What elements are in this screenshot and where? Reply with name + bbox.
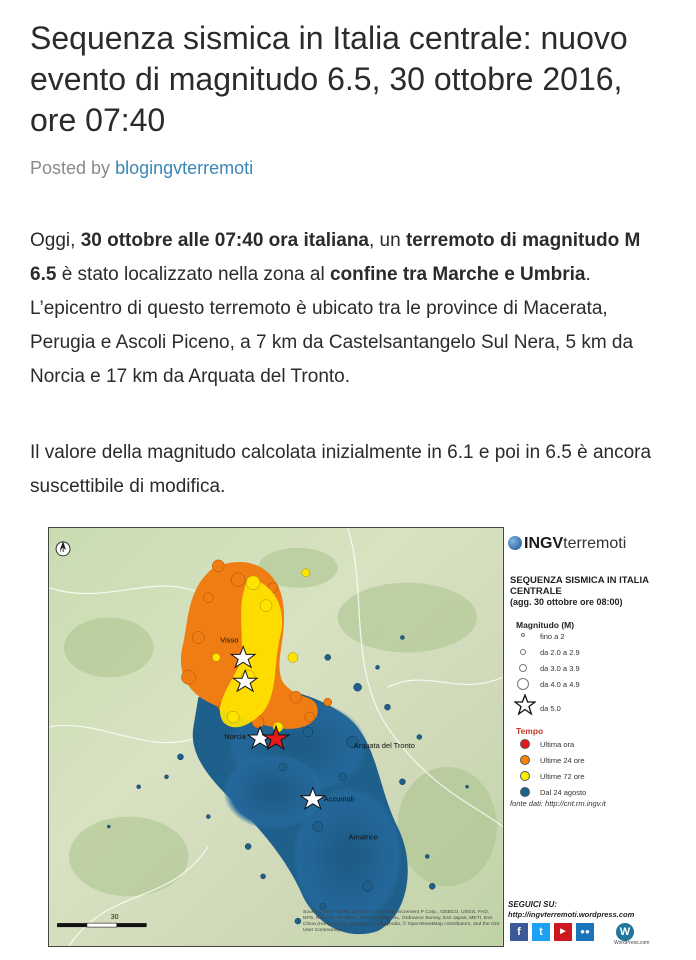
label-accumoli: Accumoli — [323, 794, 355, 804]
mag-circle-3 — [519, 664, 527, 672]
mag-item-3: da 3.0 a 3.9 — [540, 664, 580, 673]
time-dot-72h — [520, 771, 530, 781]
wordpress-label: WordPress.com — [614, 940, 650, 946]
facebook-icon[interactable]: f — [510, 923, 528, 941]
svg-text:N: N — [60, 547, 65, 554]
p1-bold-date: 30 ottobre alle 07:40 ora italiana — [80, 230, 369, 251]
time-item-4: Dal 24 agosto — [540, 788, 587, 797]
magnitude-note-paragraph: Il valore della magnitudo calcolata inizialmente in 6.1 e poi in 6.5 è ancora suscettibile di modifica. — [30, 442, 652, 497]
p1-bold-magnitude: terremoto di magnitudo M 6.5 — [30, 230, 641, 285]
p1-text-3: è stato localizzato nella zona al — [56, 264, 330, 285]
time-heading: Tempo — [516, 726, 544, 736]
time-dot-24h — [520, 755, 530, 765]
follow-url[interactable]: http://ingvterremoti.wordpress.com — [508, 910, 635, 919]
post-title: Sequenza sismica in Italia centrale: nuovo evento di magnitudo 6.5, 30 ottobre 2016, ore 07:40 — [30, 20, 628, 138]
label-norcia: Norcia — [224, 731, 246, 741]
time-item-1: Ultima ora — [540, 740, 575, 749]
magnitude-heading: Magnitudo (M) — [516, 620, 575, 630]
data-source: fonte dati: http://cnt.rm.ingv.it — [510, 799, 606, 808]
time-item-2: Ultime 24 ore — [540, 756, 585, 765]
globe-icon — [508, 536, 522, 550]
seismic-map-figure — [48, 527, 652, 947]
mag-item-4: da 4.0 a 4.9 — [540, 680, 580, 689]
p1-text-2: , un — [369, 230, 406, 251]
mag-item-2: da 2.0 a 2.9 — [540, 648, 580, 657]
twitter-icon[interactable]: t — [532, 923, 550, 941]
p1-text-1: Oggi, — [30, 230, 81, 251]
youtube-icon[interactable]: ▶ — [554, 923, 572, 941]
mag-circle-2 — [520, 649, 526, 655]
star-icon — [514, 694, 536, 716]
follow-label: SEGUICI SU: — [508, 900, 557, 909]
scale-label: 30 — [110, 914, 119, 922]
map-legend — [506, 527, 652, 947]
map-attribution: Sources: Esri, HERE, DeLorme, Intermap, increment P Corp., GEBCO, USGS, FAO, NPS, NRCAN, GeoBase, IGN, Kadaster NL, Ordnance Survey, Esri Japan, METI, Esri China (Hong Kong), swisstopo, MapmyIndia, © OpenStreetMap contributors, and the GIS User Community — [302, 909, 500, 934]
label-arquata-del-tronto: Arquata del Tronto — [353, 740, 415, 750]
wordpress-icon[interactable]: W — [616, 923, 634, 941]
posted-by-label: Posted by — [30, 158, 111, 178]
time-dot-last-hour — [520, 739, 530, 749]
p1-text-4: . L’epicentro di questo terremoto è ubicato tra le province di Macerata, Perugia e Ascoli Piceno, a 7 km da Castelsantangelo Sul Nera, 5 km da Norcia e 17 km da Arquata del Tronto. — [30, 264, 634, 387]
author-link[interactable]: blogingvterremoti — [115, 158, 254, 178]
mag-item-1: fino a 2 — [540, 632, 565, 641]
byline — [30, 158, 253, 179]
mag-circle-4 — [517, 678, 529, 690]
p1-bold-location: confine tra Marche e Umbria — [329, 264, 586, 285]
time-dot-since-aug24 — [520, 787, 530, 797]
label-amatrice: Amatrice — [348, 832, 379, 842]
mag-item-5: da 5.0 — [540, 704, 561, 713]
legend-subtitle: (agg. 30 ottobre ore 08:00) — [510, 597, 623, 607]
seismic-map — [48, 527, 504, 947]
mag-circle-1 — [521, 633, 525, 637]
ingv-logo: INGVterremoti — [508, 535, 626, 553]
legend-title: SEQUENZA SISMICA IN ITALIA CENTRALE — [510, 575, 649, 597]
flickr-icon[interactable]: ●● — [576, 923, 594, 941]
time-item-3: Ultime 72 ore — [540, 772, 585, 781]
label-visso: Visso — [220, 635, 239, 645]
intro-paragraph — [30, 224, 670, 394]
